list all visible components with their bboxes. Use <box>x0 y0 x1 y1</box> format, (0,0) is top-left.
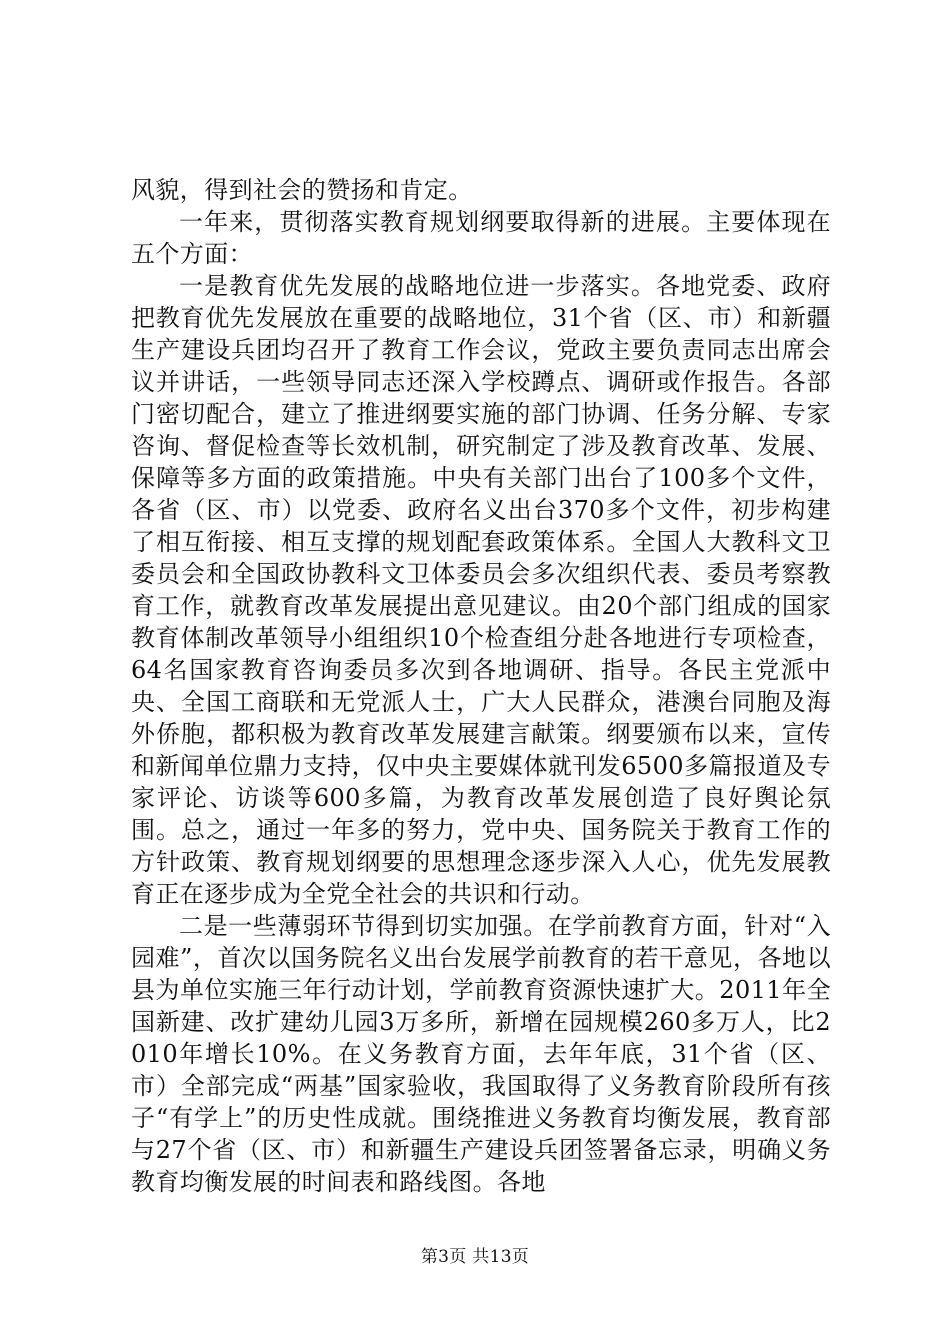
paragraph-intro: 一年来，贯彻落实教育规划纲要取得新的进展。主要体现在五个方面： <box>131 208 831 268</box>
paragraph-point-one: 一是教育优先发展的战略地位进一步落实。各地党委、政府把教育优先发展放在重要的战略地位，31个省（区、市）和新疆生产建设兵团均召开了教育工作会议，党政主要负责同志出席会议并讲话，一些领导同志还深入学校蹲点、调研或作报告。各部门密切配合，建立了推进纲要实施的部门协调、任务分解、专家咨询、督促检查等长效机制，研究制定了涉及教育改革、发展、保障等多方面的政策措施。中央有关部门出台了100多个文件，各省（区、市）以党委、政府名义出台370多个文件，初步构建了相互衔接、相互支撑的规划配套政策体系。全国人大教科文卫委员会和全国政协教科文卫体委员会多次组织代表、委员考察教育工作，就教育改革发展提出意见建议。由20个部门组成的国家教育体制改革领导小组组织10个检查组分赴各地进行专项检查，64名国家教育咨询委员多次到各地调研、指导。各民主党派中央、全国工商联和无党派人士，广大人民群众，港澳台同胞及海外侨胞，都积极为教育改革发展建言献策。纲要颁布以来，宣传和新闻单位鼎力支持，仅中央主要媒体就刊发6500多篇报道及专家评论、访谈等600多篇，为教育改革发展创造了良好舆论氛围。总之，通过一年多的努力，党中央、国务院关于教育工作的方针政策、教育规划纲要的思想理念逐步深入人心，优先发展教育正在逐步成为全党全社会的共识和行动。 <box>131 272 831 908</box>
body-text <box>131 174 831 1198</box>
paragraph-point-two: 二是一些薄弱环节得到切实加强。在学前教育方面，针对“入园难”，首次以国务院名义出台发展学前教育的若干意见，各地以县为单位实施三年行动计划，学前教育资源快速扩大。2011年全国新建、改扩建幼儿园3万多所，新增在园规模260多万人，比2010年增长10%。在义务教育方面，去年年底，31个省（区、市）全部完成“两基”国家验收，我国取得了义务教育阶段所有孩子“有学上”的历史性成就。围绕推进义务教育均衡发展，教育部与27个省（区、市）和新疆生产建设兵团签署备忘录，明确义务教育均衡发展的时间表和路线图。各地 <box>131 912 831 1196</box>
paragraph-continuation: 风貌，得到社会的赞扬和肯定。 <box>131 176 473 204</box>
page-number: 第3页 共13页 <box>420 1247 530 1267</box>
